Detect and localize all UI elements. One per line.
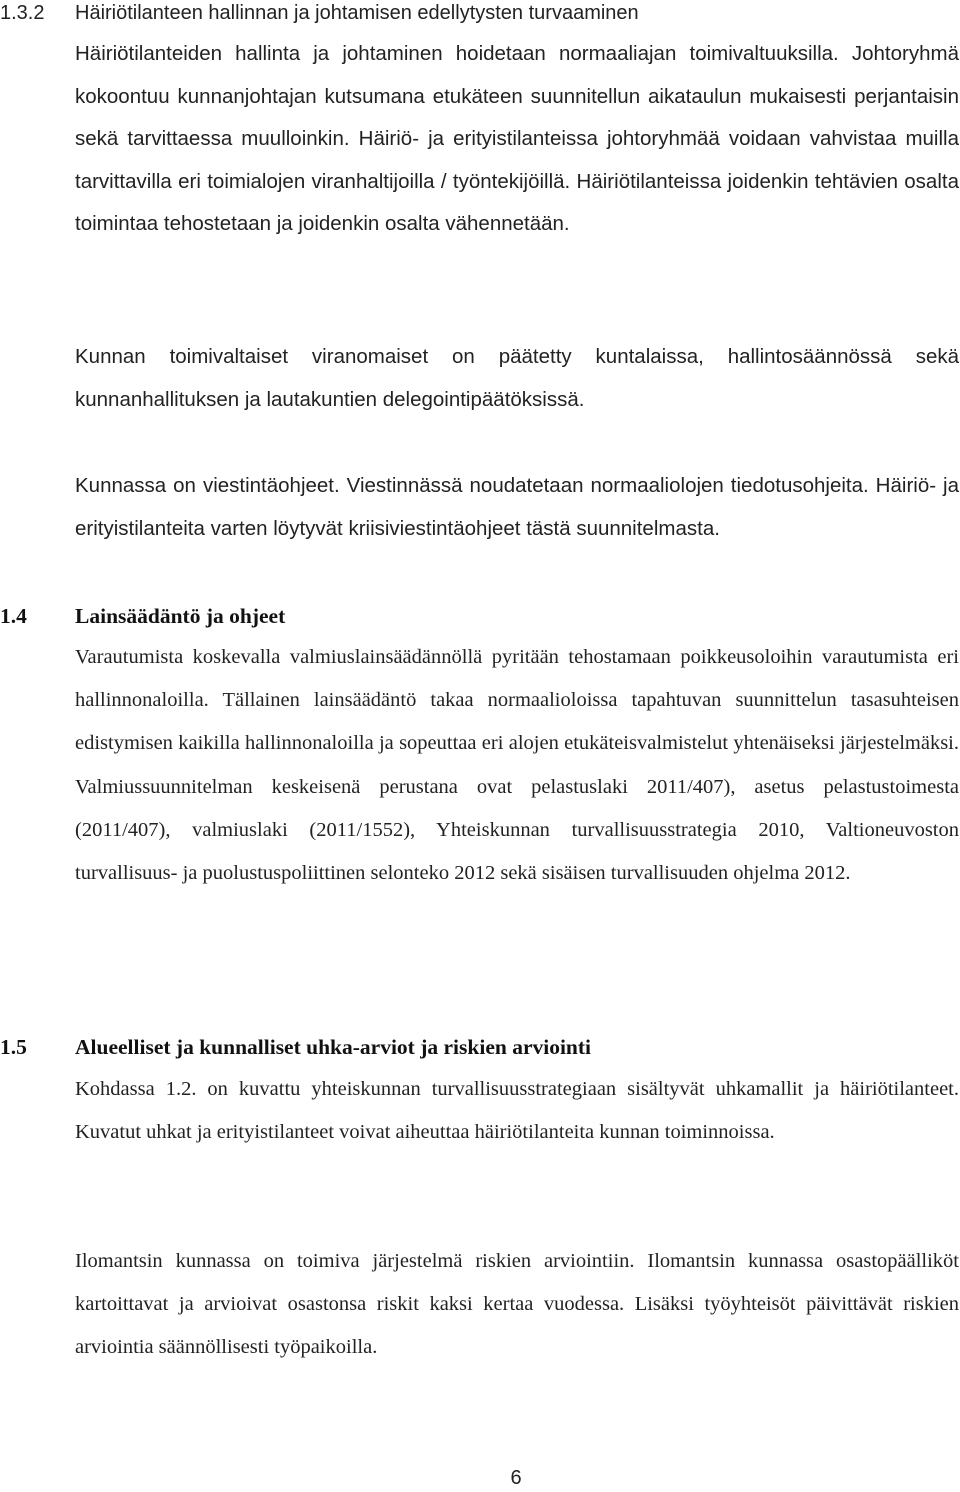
paragraph-johtaminen: Häiriötilanteiden hallinta ja johtaminen hoidetaan normaaliajan toimivaltuuksilla. Johtoryhmä kokoontuu kunnanjohtajan kutsumana etukäteen suunnitellun aikataulun mukaisesti perjantaisin sekä tarvittaessa muulloinkin. Häiriö- ja erityistilanteissa johtoryhmää voidaan vahvistaa muilla tarvittavilla eri toimialojen viranhaltijoilla / työntekijöillä. Häiriötilanteissa joidenkin tehtävien osalta toimintaa tehostetaan ja joidenkin osalta vähennetään. <box>75 42 959 236</box>
section-title: Alueelliset ja kunnalliset uhka-arviot ja riskien arviointi <box>75 1035 592 1059</box>
paragraph-riskien-arviointi: Ilomantsin kunnassa on toimiva järjestelmä riskien arviointiin. Ilomantsin kunnassa osastopäälliköt kartoittavat ja arvioivat osastonsa riskit kaksi kertaa vuodessa. Lisäksi työyhteisöt päivittävät riskien arviointia säännöllisesti työpaikoilla. <box>75 1250 959 1359</box>
section-title: Lainsäädäntö ja ohjeet <box>75 604 286 628</box>
paragraph-uhkamallit: Kohdassa 1.2. on kuvattu yhteiskunnan turvallisuusstrategiaan sisältyvät uhkamallit ja häiriötilanteet. Kuvatut uhkat ja erityistilanteet voivat aiheuttaa häiriötilanteita kunnan toiminnoissa. <box>75 1078 959 1144</box>
paragraph-lainsaadanto: Varautumista koskevalla valmiuslainsäädännöllä pyritään tehostamaan poikkeusoloihin varautumista eri hallinnonaloilla. Tällainen lainsäädäntö takaa normaalioloissa tapahtuvan suunnittelun tasasuhteisen edistymisen kaikilla hallinnonaloilla ja sopeuttaa eri alojen etukäteisvalmistelut yhtenäiseksi järjestelmäksi. Valmiussuunnitelman keskeisenä perustana ovat pelastuslaki 2011/407), asetus pelastustoimesta (2011/407), valmiuslaki (2011/1552), Yhteiskunnan turvallisuusstrategia 2010, Valtioneuvoston turvallisuus- ja puolustuspoliittinen selonteko 2012 sekä sisäisen turvallisuuden ohjelma 2012. <box>75 646 959 885</box>
page-number: 6 <box>510 1467 522 1489</box>
section-number: 1.4 <box>0 604 27 628</box>
paragraph-toimivalta: Kunnan toimivaltaiset viranomaiset on päätetty kuntalaissa, hallintosäännössä sekä kunnanhallituksen ja lautakuntien delegointipäätöksissä. <box>75 345 959 411</box>
section-title: Häiriötilanteen hallinnan ja johtamisen edellytysten turvaaminen <box>75 2 639 24</box>
section-heading-1-5 <box>0 1032 960 1062</box>
section-number: 1.3.2 <box>0 2 45 24</box>
section-number: 1.5 <box>0 1035 27 1059</box>
section-heading-1-4 <box>0 601 960 631</box>
paragraph-viestinta: Kunnassa on viestintäohjeet. Viestinnässä noudatetaan normaaliolojen tiedotusohjeita. Häiriö- ja erityistilanteita varten löytyvät kriisiviestintäohjeet tästä suunnitelmasta. <box>75 474 959 540</box>
section-heading-1-3-2 <box>0 0 960 26</box>
